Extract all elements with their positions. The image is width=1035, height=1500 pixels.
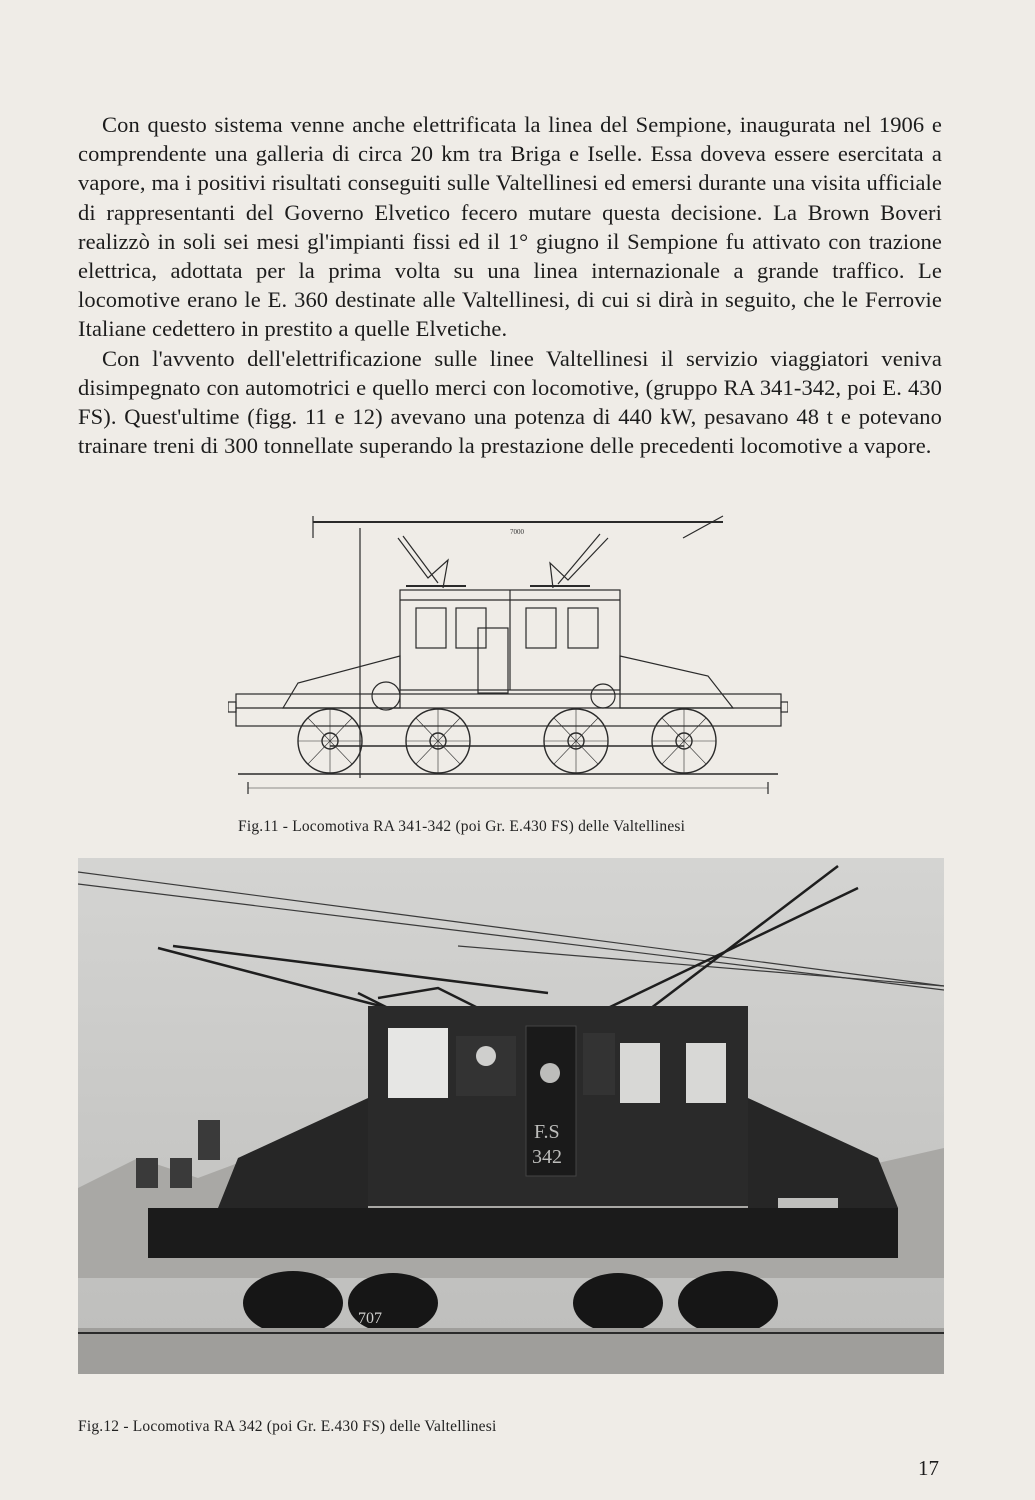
figure-11-caption: Fig.11 - Locomotiva RA 341-342 (poi Gr. E.430 FS) delle Valtellinesi [238, 818, 686, 835]
page-number: 17 [918, 1456, 939, 1480]
locomotive-photograph [78, 858, 944, 1374]
photo-number-707: 707 [358, 1310, 382, 1327]
body-text [78, 110, 942, 460]
locomotive-technical-drawing [228, 508, 788, 798]
photo-label-342: 342 [532, 1146, 562, 1168]
figure-12-caption: Fig.12 - Locomotiva RA 342 (poi Gr. E.430 FS) delle Valtellinesi [78, 1418, 497, 1435]
paragraph-1: Con questo sistema venne anche elettrificata la linea del Sempione, inaugurata nel 1906 e comprendente una galleria di circa 20 km tra Briga e Iselle. Essa doveva essere esercitata a vapore, ma i positivi risultati conseguiti sulle Valtellinesi ed emersi durante una visita ufficiale di rappresentanti del Governo Elvetico fecero mutare questa decisione. La Brown Boveri realizzò in soli sei mesi gl'impianti fissi ed il 1° giugno il Sempione fu attivato con trazione elettrica, adottata per la prima volta su una linea internazionale a grande traffico. Le locomotive erano le E. 360 destinate alle Valtellinesi, di cui si dirà in seguito, che le Ferrovie Italiane cedettero in prestito a quelle Elvetiche. [78, 112, 942, 342]
photo-label-fs: F.S [534, 1121, 560, 1143]
drawing-dimension-label: 7000 [510, 528, 524, 536]
paragraph-2: Con l'avvento dell'elettrificazione sulle linee Valtellinesi il servizio viaggiatori veniva disimpegnato con automotrici e quello merci con locomotive, (gruppo RA 341-342, poi E. 430 FS). Quest'ultime (figg. 11 e 12) avevano una potenza di 440 kW, pesavano 48 t e potevano trainare treni di 300 tonnellate superando la prestazione delle precedenti locomotive a vapore. [78, 345, 942, 459]
